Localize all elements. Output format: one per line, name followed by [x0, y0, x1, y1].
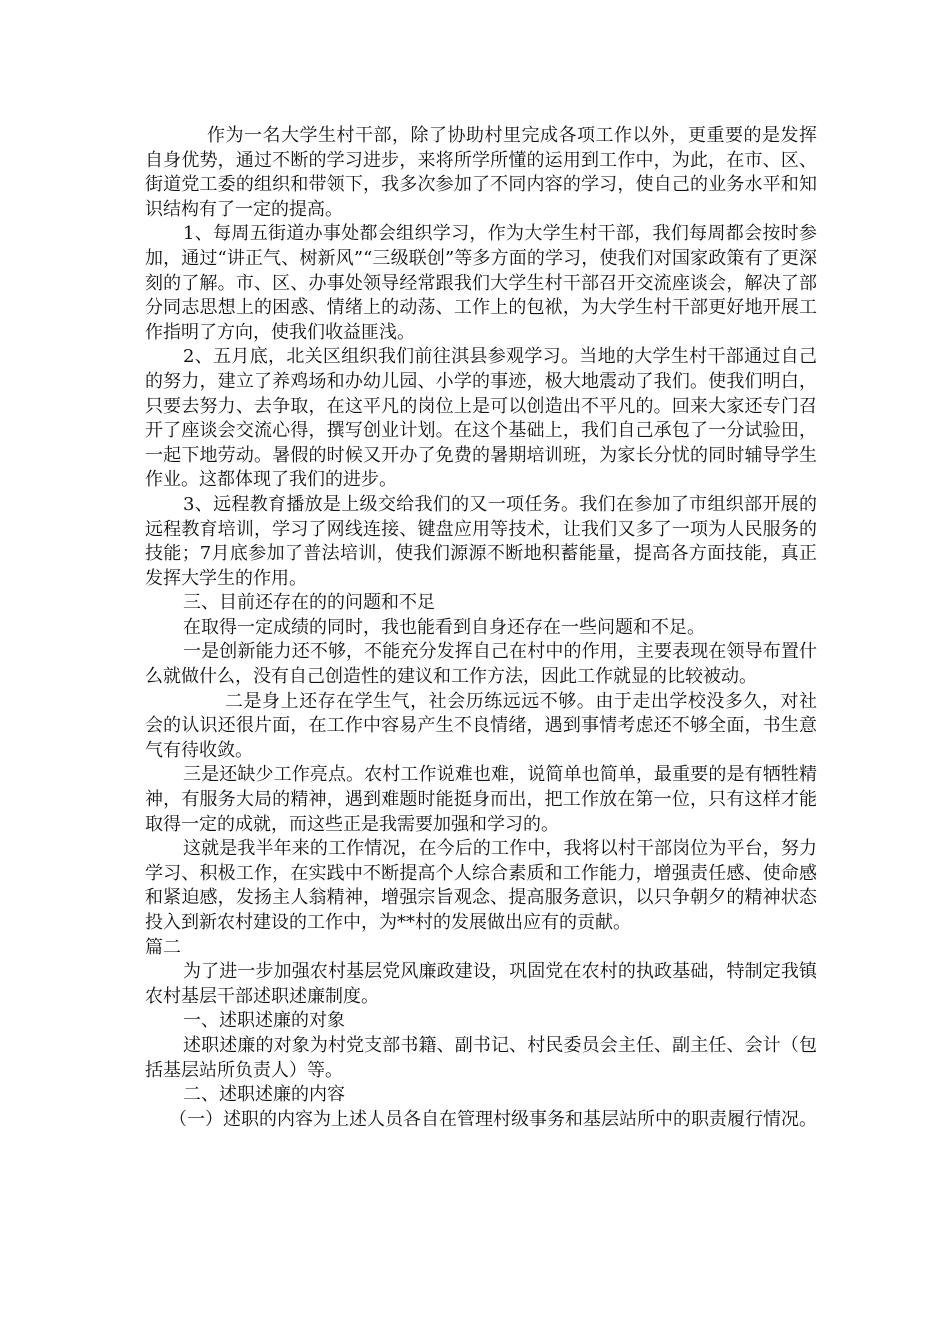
section-heading-content: 二、述职述廉的内容 [183, 1084, 345, 1106]
paragraph-conclusion: 这就是我半年来的工作情况，在今后的工作中，我将以村干部岗位为平台，努力学习、积极工作，在实践中不断提高个人综合素质和工作能力，增强责任感、使命感和紧迫感，发扬主人翁精神，增强宗旨观念、提高服务意识，以只争朝夕的精神状态投入到新农村建设的工作中，为**村的发展做出应有的贡献。 [145, 838, 817, 933]
paragraph-objects: 述职述廉的对象为村党支部书籍、副书记、村民委员会主任、副主任、会计（包括基层站所负责人）等。 [145, 1034, 817, 1081]
document-body [145, 124, 817, 1132]
part-two-heading: 篇二 [145, 936, 181, 958]
paragraph-part-two-intro: 为了进一步加强农村基层党风廉政建设，巩固党在农村的执政基础，特制定我镇农村基层干部述职述廉制度。 [145, 961, 817, 1007]
paragraph-content-1: （一）述职的内容为上述人员各自在管理村级事务和基层站所中的职责履行情况。 [169, 1108, 817, 1130]
paragraph-item-2: 2、五月底，北关区组织我们前往淇县参观学习。当地的大学生村干部通过自己的努力，建立了养鸡场和办幼儿园、小学的事迹，极大地震动了我们。使我们明白，只要去努力、去争取，在这平凡的岗位上是可以创造出不平凡的。回来大家还专门召开了座谈会交流心得，撰写创业计划。在这个基础上，我们自己承包了一分试验田，一起下地劳动。暑假的时候又开办了免费的暑期培训班，为家长分忧的同时辅导学生作业。这都体现了我们的进步。 [145, 346, 817, 491]
section-heading-3: 三、目前还存在的的问题和不足 [183, 592, 435, 614]
paragraph-problem-3: 三是还缺少工作亮点。农村工作说难也难，说简单也简单，最重要的是有牺牲精神，有服务大局的精神，遇到难题时能挺身而出，把工作放在第一位，只有这样才能取得一定的成就，而这些正是我需要加强和学习的。 [145, 764, 817, 835]
paragraph-item-1: 1、每周五街道办事处都会组织学习，作为大学生村干部，我们每周都会按时参加，通过“讲正气、树新风”“三级联创”等多方面的学习，使我们对国家政策有了更深刻的了解。市、区、办事处领导经常跟我们大学生村干部召开交流座谈会，解决了部分同志思想上的困惑、情绪上的动荡、工作上的包袱，为大学生村干部更好地开展工作指明了方向，使我们收益匪浅。 [145, 223, 817, 343]
paragraph-problem-2: 二是身上还存在学生气，社会历练远远不够。由于走出学校没多久，对社会的认识还很片面，在工作中容易产生不良情绪，遇到事情考虑还不够全面，书生意气有待收敛。 [145, 690, 817, 761]
paragraph-item-3: 3、远程教育播放是上级交给我们的又一项任务。我们在参加了市组织部开展的远程教育培训，学习了网线连接、键盘应用等技术，让我们又多了一项为人民服务的技能；7月底参加了普法培训，使我们源源不断地积蓄能量，提高各方面技能，真正发挥大学生的作用。 [145, 493, 817, 589]
section-heading-objects: 一、述职述廉的对象 [183, 1010, 345, 1032]
paragraph-intro: 作为一名大学生村干部，除了协助村里完成各项工作以外，更重要的是发挥自身优势，通过不断的学习进步，来将所学所懂的运用到工作中，为此，在市、区、街道党工委的组织和带领下，我多次参加了不同内容的学习，使自己的业务水平和知识结构有了一定的提高。 [145, 125, 817, 220]
paragraph-problems-intro: 在取得一定成绩的同时，我也能看到自身还存在一些问题和不足。 [183, 616, 705, 638]
paragraph-problem-1: 一是创新能力还不够，不能充分发挥自己在村中的作用，主要表现在领导布置什么就做什么，没有自己创造性的建议和工作方法，因此工作就显的比较被动。 [145, 641, 817, 688]
